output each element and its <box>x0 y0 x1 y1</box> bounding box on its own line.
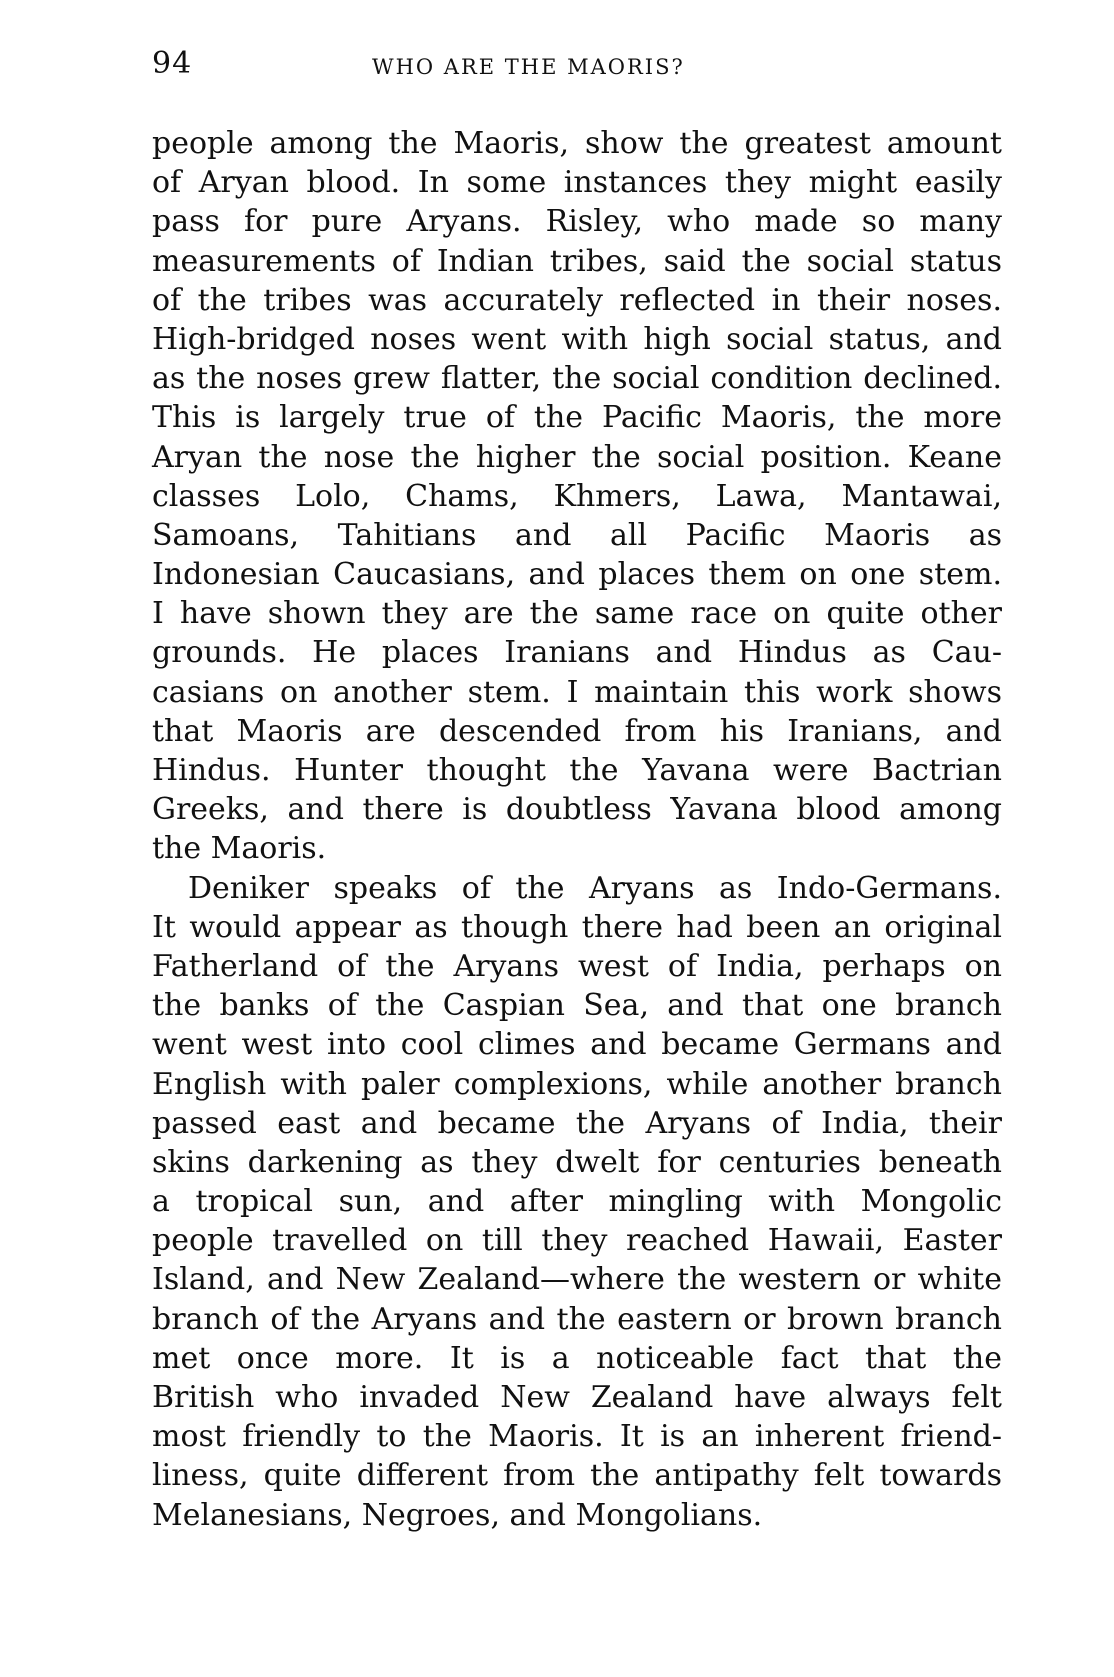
text-line: Hindus. Hunter thought the Yavana were Bactrian <box>152 753 1002 788</box>
text-line: classes Lolo, Chams, Khmers, Lawa, Mantawai, <box>152 478 1002 514</box>
running-title: WHO ARE THE MAORIS? <box>372 55 685 79</box>
text-line: skins darkening as they dwelt for centuries beneath <box>152 1144 1002 1180</box>
text-line: casians on another stem. I maintain this work shows <box>152 674 1002 710</box>
text-line: the Maoris. <box>152 831 327 867</box>
text-line: people travelled on till they reached Hawaii, Easter <box>152 1223 1002 1259</box>
text-line: Aryan the nose the higher the social position. Keane <box>152 439 1002 475</box>
text-line: went west into cool climes and became Germans and <box>152 1027 1002 1063</box>
paragraph-2 <box>152 869 1002 1535</box>
text-line: of Aryan blood. In some instances they might easily <box>152 165 1002 201</box>
text-line: that Maoris are descended from his Iranians, and <box>152 713 1002 749</box>
paragraph-1 <box>152 124 1002 869</box>
body-text <box>152 124 1002 1535</box>
text-line: people among the Maoris, show the greatest amount <box>152 126 1002 161</box>
text-line: Greeks, and there is doubtless Yavana blood among <box>152 792 1002 828</box>
text-line: liness, quite different from the antipathy felt towards <box>152 1458 1002 1494</box>
text-line: Fatherland of the Aryans west of India, perhaps on <box>152 948 1002 984</box>
text-line: British who invaded New Zealand have always felt <box>152 1380 1002 1415</box>
text-line: grounds. He places Iranians and Hindus as Cau- <box>152 635 1002 671</box>
page-header <box>152 46 792 86</box>
text-line: Melanesians, Negroes, and Mongolians. <box>152 1497 763 1533</box>
text-line: met once more. It is a noticeable fact that the <box>152 1340 1002 1376</box>
text-line: the banks of the Caspian Sea, and that one branch <box>152 988 1002 1024</box>
text-line: of the tribes was accurately reflected in their noses. <box>152 282 1002 318</box>
text-line: as the noses grew flatter, the social condition declined. <box>152 361 1002 397</box>
text-line: High-bridged noses went with high social status, and <box>152 321 1002 357</box>
text-line: Deniker speaks of the Aryans as Indo-Germans. <box>188 870 1002 906</box>
text-line: pass for pure Aryans. Risley, who made so many <box>152 204 1002 240</box>
text-line: Island, and New Zealand—where the western or white <box>152 1262 1002 1298</box>
text-line: I have shown they are the same race on quite other <box>152 596 1002 632</box>
text-line: most friendly to the Maoris. It is an inherent friend- <box>152 1419 1002 1455</box>
text-line: a tropical sun, and after mingling with Mongolic <box>152 1184 1002 1220</box>
text-line: It would appear as though there had been an original <box>152 909 1002 945</box>
text-line: This is largely true of the Pacific Maoris, the more <box>152 400 1002 436</box>
text-line: Samoans, Tahitians and all Pacific Maoris as <box>152 517 1002 553</box>
text-line: measurements of Indian tribes, said the social status <box>152 243 1002 279</box>
text-line: branch of the Aryans and the eastern or brown branch <box>152 1301 1002 1337</box>
text-line: passed east and became the Aryans of India, their <box>152 1105 1002 1141</box>
text-line: Indonesian Caucasians, and places them on one stem. <box>152 557 1002 593</box>
page-number: 94 <box>152 46 193 81</box>
text-line: English with paler complexions, while another branch <box>152 1066 1002 1102</box>
